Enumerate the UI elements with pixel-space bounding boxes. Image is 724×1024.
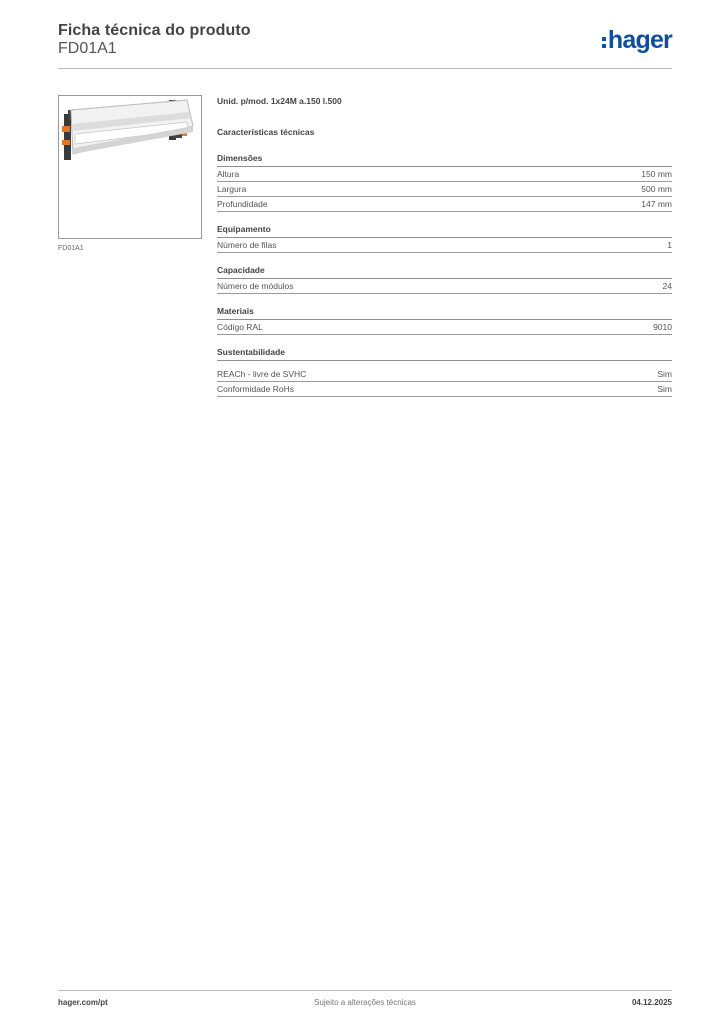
spec-row [217, 167, 672, 182]
group-title: Dimensões [217, 153, 672, 167]
footer-divider [58, 990, 672, 991]
group-title: Equipamento [217, 224, 672, 238]
image-caption: FD01A1 [58, 245, 84, 252]
page-header [58, 20, 672, 70]
logo-wordmark: hager [607, 25, 672, 54]
spec-value: Sim [657, 369, 672, 379]
spec-label: Altura [217, 169, 240, 179]
spec-value: Sim [657, 384, 672, 394]
spec-value: 1 [667, 240, 672, 250]
group-title: Sustentabilidade [217, 347, 672, 361]
spec-value: 9010 [653, 322, 672, 332]
group-title: Materiais [217, 306, 672, 320]
spec-label: REACh - livre de SVHC [217, 369, 307, 379]
spec-label: Número de filas [217, 240, 277, 250]
page-footer [58, 998, 672, 1012]
spec-row [217, 320, 672, 335]
product-description: Unid. p/mod. 1x24M a.150 l.500 [217, 96, 342, 106]
spec-row [217, 367, 672, 382]
spec-row [217, 197, 672, 212]
spec-row [217, 238, 672, 253]
product-code: FD01A1 [58, 40, 117, 57]
spec-group-equipment [217, 224, 672, 253]
spec-label: Largura [217, 184, 247, 194]
footer-notice: Sujeito a alterações técnicas [314, 998, 416, 1007]
spec-group-materials [217, 306, 672, 335]
spec-value: 500 mm [641, 184, 672, 194]
footer-date: 04.12.2025 [631, 998, 672, 1007]
spec-label: Número de módulos [217, 281, 294, 291]
product-image [58, 95, 202, 239]
spec-value: 147 mm [641, 199, 672, 209]
spec-group-capacity [217, 265, 672, 294]
spec-value: 150 mm [641, 169, 672, 179]
header-divider [58, 68, 672, 69]
spec-label: Conformidade RoHs [217, 384, 295, 394]
hager-logo [602, 26, 672, 54]
specifications-panel [217, 96, 672, 397]
logo-dots-icon [602, 37, 606, 48]
spec-row [217, 279, 672, 294]
spec-label: Profundidade [217, 199, 268, 209]
group-title: Capacidade [217, 265, 672, 279]
characteristics-title: Características técnicas [217, 127, 315, 137]
spec-label: Código RAL [217, 322, 263, 332]
spec-row [217, 382, 672, 397]
product-illustration-icon [59, 96, 201, 238]
footer-website-link[interactable]: hager.com/pt [58, 998, 108, 1007]
spec-group-dimensions [217, 153, 672, 212]
spec-row [217, 182, 672, 197]
spec-value: 24 [662, 281, 672, 291]
spec-group-sustainability [217, 347, 672, 397]
document-title: Ficha técnica do produto [58, 22, 251, 39]
